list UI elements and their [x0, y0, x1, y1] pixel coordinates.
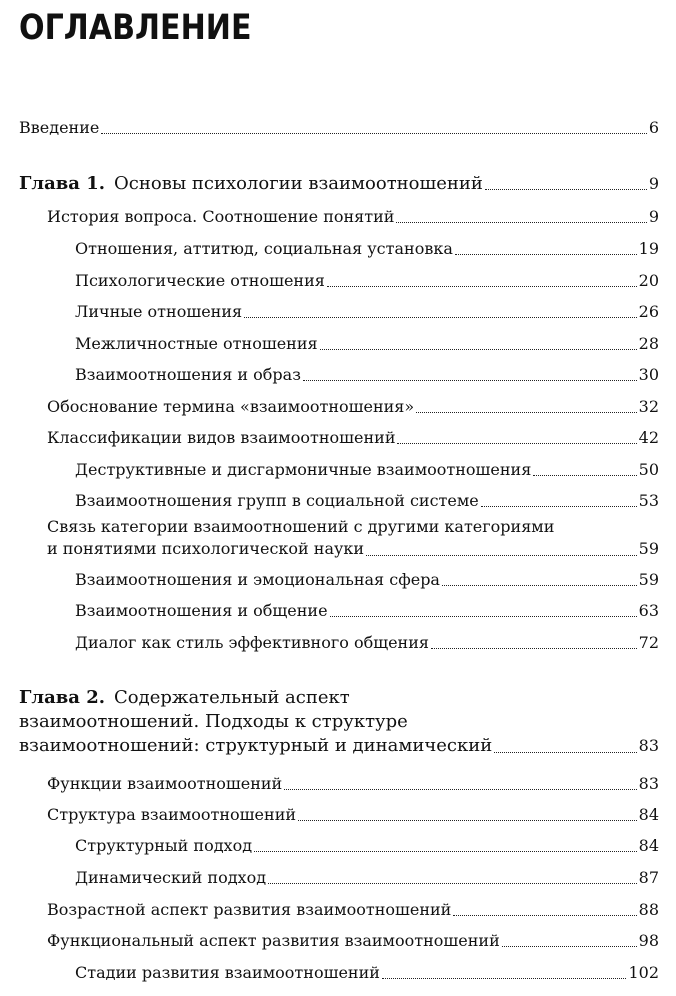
toc-page-number: 59 — [638, 570, 659, 589]
toc-page-number: 72 — [638, 633, 659, 652]
toc-entry-label: Взаимоотношения и образ — [75, 365, 301, 384]
toc-entry-label: Личные отношения — [75, 302, 243, 321]
toc-entry[interactable] — [75, 233, 659, 259]
toc-entry-label: Динамический подход — [75, 868, 267, 887]
dot-leader — [303, 380, 637, 381]
toc-entry-label: Обоснование термина «взаимоотношения» — [47, 397, 415, 416]
toc-entry[interactable] — [75, 862, 659, 888]
toc-entry[interactable] — [75, 265, 659, 291]
dot-leader — [298, 820, 637, 821]
toc-entry-label: Психологические отношения — [75, 271, 325, 290]
dot-leader — [382, 978, 627, 979]
toc-page-number: 50 — [638, 460, 659, 479]
toc-page-number: 28 — [638, 334, 659, 353]
toc-entry[interactable] — [47, 422, 659, 448]
chapter-title: Основы психологии взаимоотношений — [114, 173, 483, 194]
chapter-title-line: взаимоотношений: структурный и динамический — [19, 735, 493, 756]
dot-leader — [330, 616, 637, 617]
chapter-heading — [19, 686, 659, 710]
toc-entry-label: Диалог как стиль эффективного общения — [75, 633, 429, 652]
toc-page-number: 19 — [638, 239, 659, 258]
dot-leader — [396, 222, 646, 223]
chapter-prefix: Глава 1. — [19, 173, 106, 194]
toc-entry[interactable] — [47, 391, 659, 417]
toc-page-number: 9 — [648, 207, 659, 226]
toc-page-number: 83 — [638, 736, 659, 755]
toc-page-number: 83 — [638, 774, 659, 793]
toc-entry-label: Взаимоотношения и общение — [75, 601, 328, 620]
dot-leader — [533, 475, 636, 476]
toc-entry[interactable] — [75, 830, 659, 856]
dot-leader — [268, 883, 637, 884]
dot-leader — [366, 555, 637, 556]
toc-entry[interactable] — [47, 768, 659, 794]
toc-entry[interactable] — [47, 925, 659, 951]
toc-entry[interactable] — [75, 328, 659, 354]
toc-page-number: 6 — [648, 118, 659, 137]
dot-leader — [320, 349, 637, 350]
toc-entry-label: Возрастной аспект развития взаимоотношений — [47, 900, 452, 919]
dot-leader — [455, 254, 637, 255]
toc-page-number: 26 — [638, 302, 659, 321]
dot-leader — [442, 585, 637, 586]
toc-entry[interactable] — [47, 894, 659, 920]
toc-entry[interactable] — [75, 296, 659, 322]
toc-entry-label: Классификации видов взаимоотношений — [47, 428, 396, 447]
toc-entry-label-line: Связь категории взаимоотношений с другими категориями — [47, 517, 555, 536]
toc-page-number: 53 — [638, 491, 659, 510]
dot-leader — [284, 789, 636, 790]
dot-leader — [481, 506, 637, 507]
toc-entry-label-line: и понятиями психологической науки — [47, 539, 365, 558]
toc-page-number: 84 — [638, 805, 659, 824]
toc-entry[interactable] — [75, 957, 659, 983]
toc-page-number: 59 — [638, 539, 659, 558]
chapter-title-line: взаимоотношений. Подходы к структуре — [19, 711, 408, 732]
toc-entry[interactable] — [75, 454, 659, 480]
toc-chapter-1[interactable] — [19, 168, 659, 194]
toc-chapter-2[interactable] — [19, 686, 659, 758]
toc-entry[interactable] — [75, 595, 659, 621]
toc-entry[interactable] — [75, 564, 659, 590]
toc-entry-label: История вопроса. Соотношение понятий — [47, 207, 395, 226]
toc-page-number: 42 — [638, 428, 659, 447]
toc-entry-label: Введение — [19, 118, 100, 137]
toc-page-number: 30 — [638, 365, 659, 384]
dot-leader — [485, 189, 647, 190]
toc-entry-label: Структурный подход — [75, 836, 253, 855]
toc-entry-label: Функциональный аспект развития взаимоотношений — [47, 931, 500, 950]
dot-leader — [416, 412, 636, 413]
dot-leader — [431, 648, 637, 649]
toc-page-number: 102 — [628, 963, 659, 982]
toc-page-number: 98 — [638, 931, 659, 950]
toc-entry[interactable] — [47, 799, 659, 825]
dot-leader — [244, 317, 637, 318]
toc-entry-label: Стадии развития взаимоотношений — [75, 963, 380, 982]
dot-leader — [101, 133, 646, 134]
toc-entry[interactable] — [75, 485, 659, 511]
page-title: ОГЛАВЛЕНИЕ — [19, 8, 252, 48]
chapter-title-line: Содержательный аспект — [114, 687, 350, 708]
toc-page-number: 32 — [638, 397, 659, 416]
toc-entry-label: Структура взаимоотношений — [47, 805, 297, 824]
dot-leader — [254, 851, 637, 852]
chapter-heading — [19, 174, 483, 194]
toc-entry-multiline[interactable] — [47, 516, 659, 560]
toc-entry[interactable] — [75, 359, 659, 385]
dot-leader — [327, 286, 637, 287]
toc-page-number: 88 — [638, 900, 659, 919]
dot-leader — [494, 752, 636, 753]
toc-entry-label: Деструктивные и дисгармоничные взаимоотношения — [75, 460, 532, 479]
dot-leader — [502, 946, 637, 947]
toc-entry[interactable] — [47, 201, 659, 227]
dot-leader — [453, 915, 636, 916]
toc-entry[interactable] — [75, 627, 659, 653]
chapter-prefix: Глава 2. — [19, 687, 106, 708]
toc-page-number: 87 — [638, 868, 659, 887]
dot-leader — [397, 443, 636, 444]
toc-page-number: 84 — [638, 836, 659, 855]
toc-page-number: 9 — [648, 174, 659, 193]
toc-entry-intro[interactable] — [19, 112, 659, 138]
toc-entry-label: Взаимоотношения групп в социальной системе — [75, 491, 479, 510]
toc-entry-label: Отношения, аттитюд, социальная установка — [75, 239, 453, 258]
toc-page-number: 63 — [638, 601, 659, 620]
toc-entry-label: Межличностные отношения — [75, 334, 318, 353]
chapter-title-lastline — [19, 734, 659, 758]
toc-entry-lastline — [47, 538, 659, 560]
toc-entry-label: Функции взаимоотношений — [47, 774, 283, 793]
toc-page-number: 20 — [638, 271, 659, 290]
toc-entry-label: Взаимоотношения и эмоциональная сфера — [75, 570, 440, 589]
